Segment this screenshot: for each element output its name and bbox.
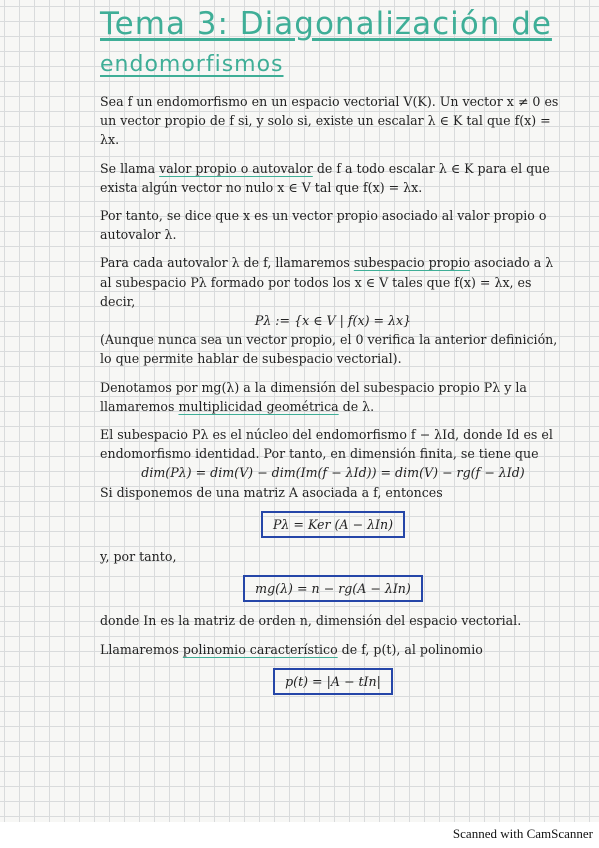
page-title-line1: Tema 3: Diagonalización de	[100, 6, 552, 42]
formula-box-kernel: Pλ = Ker (A − λIn)	[261, 511, 405, 538]
term-polinomio-caracteristico: polinomio característico	[182, 641, 338, 657]
paragraph-polinomio	[100, 640, 566, 659]
paragraph-por-tanto: Por tanto, se dice que x es un vector propio asociado al valor propio o autovalor λ.	[100, 208, 547, 243]
paragraph-definition-vector-propio: Sea f un endomorfismo en un espacio vectorial V(K). Un vector x ≠ 0 es un vector propio de f si, y solo si, existe un escalar λ ∈ K tal que f(x) = λx.	[100, 94, 559, 148]
text: asociado a λ al subespacio Pλ formado por todos los x ∈ V tales que f(x) = λx, es decir,	[100, 255, 554, 309]
formula-box-mg: mg(λ) = n − rg(A − λIn)	[243, 575, 423, 602]
term-valor-propio: valor propio o autovalor	[159, 160, 313, 176]
formula-dimension: dim(Pλ) = dim(V) − dim(Im(f − λId)) = dim(V) − rg(f − λId)	[141, 465, 525, 481]
text: de f, p(t), al polinomio	[337, 641, 483, 657]
text: Denotamos por mg(λ) a la dimensión del subespacio propio Pλ y la llamaremos	[100, 379, 527, 414]
text: de f a todo escalar λ ∈ K para el que exista algún vector no nulo x ∈ V tal que f(x) = λx.	[100, 160, 550, 195]
paragraph-valor-propio	[100, 159, 566, 197]
text: Si disponemos de una matriz A asociada a f, entonces	[100, 484, 443, 500]
text: Se llama	[100, 160, 160, 176]
notes-body	[100, 92, 566, 704]
text: de λ.	[338, 398, 375, 414]
text: Llamaremos	[100, 641, 183, 657]
scanner-watermark: Scanned with CamScanner	[452, 826, 593, 841]
text: El subespacio Pλ es el núcleo del endomorfismo f − λId, donde Id es el endomorfismo identidad. Por tanto, en dimensión finita, se tiene que	[100, 427, 553, 462]
text: Para cada autovalor λ de f, llamaremos	[100, 255, 354, 271]
page-title-line2: endomorfismos	[100, 52, 284, 77]
term-subespacio-propio: subespacio propio	[353, 255, 470, 271]
paragraph-subespacio-propio	[100, 253, 566, 368]
paragraph-nucleo	[100, 425, 566, 502]
paragraph-matriz-in: donde In es la matriz de orden n, dimensión del espacio vectorial.	[100, 613, 522, 629]
formula-subespacio: Pλ := {x ∈ V | f(x) = λx}	[254, 313, 412, 329]
formula-box-polinomio: p(t) = |A − tIn|	[273, 668, 393, 695]
term-multiplicidad-geometrica: multiplicidad geométrica	[178, 398, 339, 414]
note-vector-cero: (Aunque nunca sea un vector propio, el 0 verifica la anterior definición, lo que permite hablar de subespacio vectorial).	[100, 332, 558, 367]
paragraph-y-por-tanto: y, por tanto,	[100, 549, 177, 565]
paragraph-multiplicidad	[100, 378, 566, 416]
